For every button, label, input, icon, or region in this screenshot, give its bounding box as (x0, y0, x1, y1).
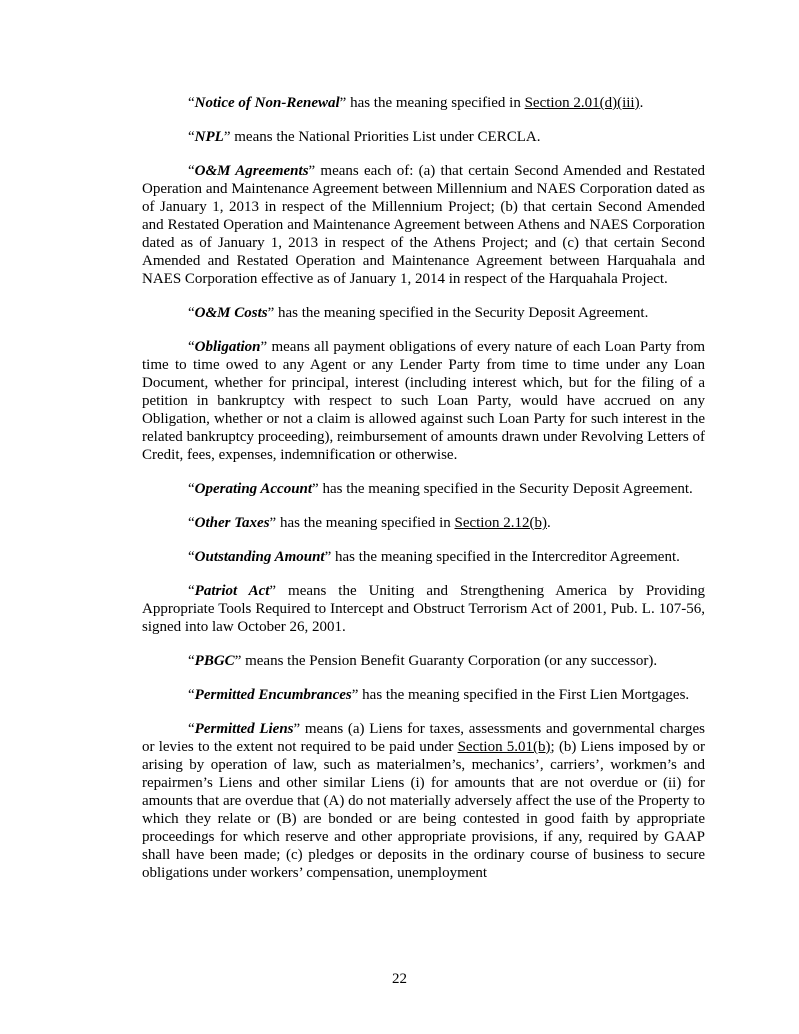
page-number: 22 (392, 971, 407, 987)
definition-text: ; (b) Liens imposed by or arising by operation of law, such as materialmen’s, mechanics’, carriers’, workmen’s and repairmen’s Liens and other similar Liens (i) for amounts that are not overdue or (ii) for amounts that are overdue that (A) do not materially adversely affect the use of the Property to which they relate or (B) are bonded or are being contested in good faith by appropriate proceedings for which reserve and other appropriate provisions, if any, required by GAAP shall have been made; (c) pledges or deposits in the ordinary course of business to secure obligations under workers’ compensation, unemployment (142, 739, 705, 881)
defined-term: PBGC (194, 653, 235, 669)
definition-paragraph: “O&M Costs” has the meaning specified in the Security Deposit Agreement. (188, 305, 649, 321)
definition-paragraph: “O&M Agreements” means each of: (a) that certain Second Amended and Restated Operation and Maintenance Agreement between Millennium and NAES Corporation dated as of January 1, 2013 in respect of the Millennium Project; (b) that certain Second Amended and Restated Operation and Maintenance Agreement between Athens and NAES Corporation dated as of January 1, 2013 in respect of the Athens Project; and (c) that certain Second Amended and Restated Operation and Maintenance Agreement between Harquahala and NAES Corporation effective as of January 1, 2014 in respect of the Harquahala Project. (142, 163, 705, 287)
defined-term: Patriot Act (194, 583, 270, 599)
defined-term: Operating Account (194, 481, 313, 497)
defined-term: O&M Agreements (194, 163, 309, 179)
defined-term: Obligation (194, 339, 261, 355)
document-body (142, 94, 705, 898)
definition-text: ” has the meaning specified in the First Lien Mortgages. (351, 687, 690, 703)
definition-text: . (639, 95, 644, 111)
definition-text: ” means (a) Liens for taxes, assessments and governmental charges or levies to the extent not required to be paid under (142, 721, 706, 755)
defined-term: Outstanding Amount (194, 549, 325, 565)
definition-paragraph: “Patriot Act” means the Uniting and Strengthening America by Providing Appropriate Tools Required to Intercept and Obstruct Terrorism Act of 2001, Pub. L. 107-56, signed into law October 26, 2001. (142, 583, 705, 635)
section-reference: Section 2.12(b) (454, 515, 547, 531)
definition-text: ” means the Pension Benefit Guaranty Corporation (or any successor). (234, 653, 658, 669)
definition-text: ” means the National Priorities List under CERCLA. (223, 129, 541, 145)
definition-text: ” has the meaning specified in the Security Deposit Agreement. (267, 305, 649, 321)
defined-term: Other Taxes (194, 515, 270, 531)
defined-term: Permitted Liens (194, 721, 294, 737)
definition-text: ” has the meaning specified in (339, 95, 525, 111)
definition-paragraph: “Operating Account” has the meaning specified in the Security Deposit Agreement. (188, 481, 693, 497)
definition-paragraph: “NPL” means the National Priorities List under CERCLA. (188, 129, 541, 145)
definition-text: ” has the meaning specified in the Security Deposit Agreement. (312, 481, 693, 497)
definition-paragraph: “Other Taxes” has the meaning specified in Section 2.12(b). (188, 515, 551, 531)
defined-term: O&M Costs (194, 305, 268, 321)
defined-term: NPL (194, 129, 224, 145)
definition-text: ” means the Uniting and Strengthening America by Providing Appropriate Tools Required to Intercept and Obstruct Terrorism Act of 2001, Pub. L. 107-56, signed into law October 26, 2001. (142, 583, 705, 635)
definition-paragraph: “Notice of Non-Renewal” has the meaning specified in Section 2.01(d)(iii). (188, 95, 644, 111)
definition-text: ” means each of: (a) that certain Second Amended and Restated Operation and Maintenance Agreement between Millennium and NAES Corporation dated as of January 1, 2013 in respect of the Millennium Project; (b) that certain Second Amended and Restated Operation and Maintenance Agreement between Athens and NAES Corporation dated as of January 1, 2013 in respect of the Athens Project; and (c) that certain Second Amended and Restated Operation and Maintenance Agreement between Harquahala and NAES Corporation effective as of January 1, 2014 in respect of the Harquahala Project. (142, 163, 705, 287)
definition-text: ” has the meaning specified in the Intercreditor Agreement. (324, 549, 680, 565)
defined-term: Permitted Encumbrances (194, 687, 352, 703)
definition-paragraph: “Permitted Liens” means (a) Liens for taxes, assessments and governmental charges or levies to the extent not required to be paid under Section 5.01(b); (b) Liens imposed by or arising by operation of law, such as materialmen’s, mechanics’, carriers’, workmen’s and repairmen’s Liens and other similar Liens (i) for amounts that are not overdue or (ii) for amounts that are overdue that (A) do not materially adversely affect the use of the Property to which they relate or (B) are bonded or are being contested in good faith by appropriate proceedings for which reserve and other appropriate provisions, if any, required by GAAP shall have been made; (c) pledges or deposits in the ordinary course of business to secure obligations under workers’ compensation, unemployment (142, 721, 706, 881)
definition-text: . (546, 515, 551, 531)
section-reference: Section 5.01(b) (457, 739, 551, 755)
definition-paragraph: “Outstanding Amount” has the meaning specified in the Intercreditor Agreement. (188, 549, 680, 565)
definition-text: ” has the meaning specified in (269, 515, 455, 531)
definition-paragraph: “Permitted Encumbrances” has the meaning specified in the First Lien Mortgages. (188, 687, 690, 703)
definition-paragraph: “Obligation” means all payment obligations of every nature of each Loan Party from time to time owed to any Agent or any Lender Party from time to time under any Loan Document, whether for principal, interest (including interest which, but for the filing of a petition in bankruptcy with respect to such Loan Party, would have accrued on any Obligation, whether or not a claim is allowed against such Loan Party for such interest in the related bankruptcy proceeding), reimbursement of amounts drawn under Revolving Letters of Credit, fees, expenses, indemnification or otherwise. (142, 339, 705, 463)
definition-text: ” means all payment obligations of every nature of each Loan Party from time to time owed to any Agent or any Lender Party from time to time under any Loan Document, whether for principal, interest (including interest which, but for the filing of a petition in bankruptcy with respect to such Loan Party, would have accrued on any Obligation, whether or not a claim is allowed against such Loan Party for such interest in the related bankruptcy proceeding), reimbursement of amounts drawn under Revolving Letters of Credit, fees, expenses, indemnification or otherwise. (142, 339, 705, 463)
section-reference: Section 2.01(d)(iii) (524, 95, 640, 111)
defined-term: Notice of Non-Renewal (194, 95, 340, 111)
definition-paragraph: “PBGC” means the Pension Benefit Guaranty Corporation (or any successor). (188, 653, 658, 669)
